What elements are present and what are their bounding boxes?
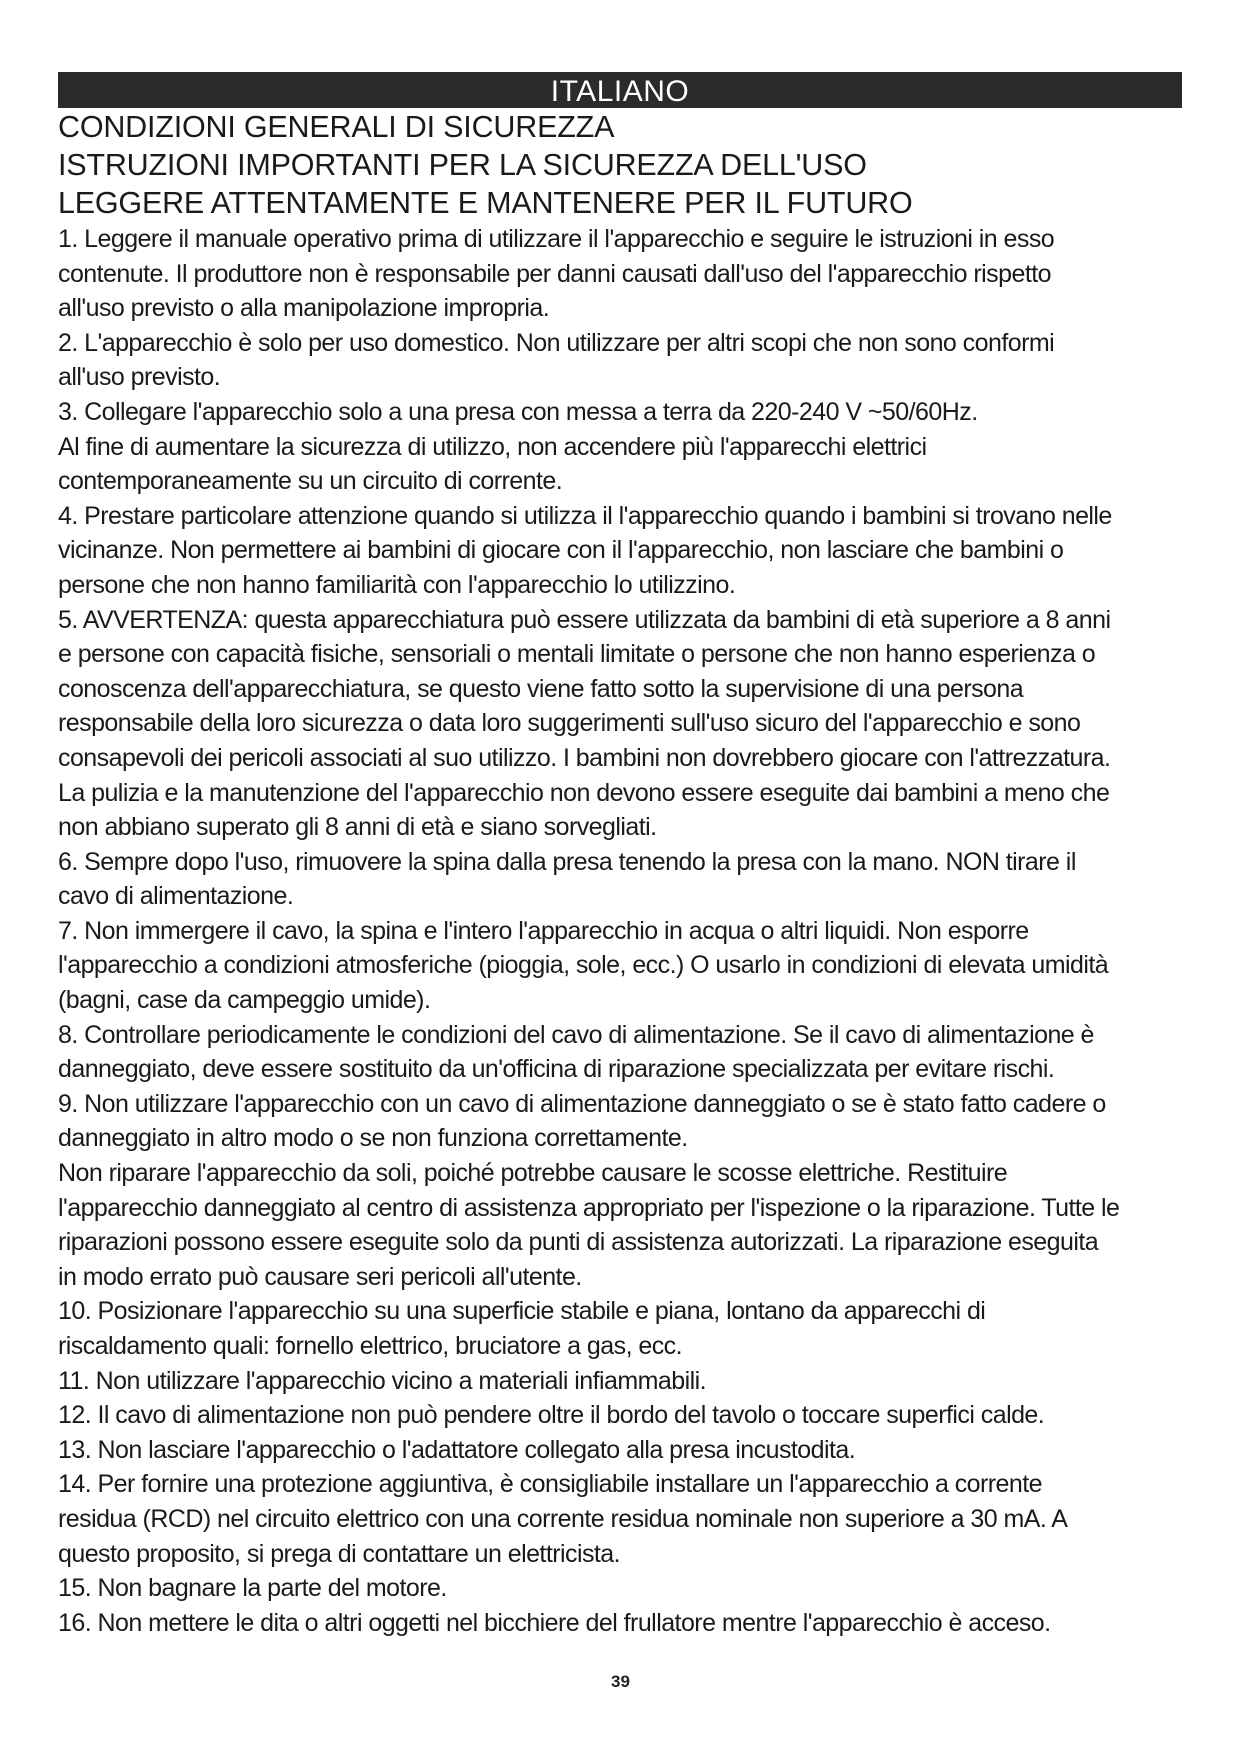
text-line: 7. Non immergere il cavo, la spina e l'intero l'apparecchio in acqua o altri liquidi. Non esporre xyxy=(58,916,1029,945)
text-line: contenute. Il produttore non è responsabile per danni causati dall'uso del l'apparecchio rispetto xyxy=(58,259,1051,288)
text-line: (bagni, case da campeggio umide). xyxy=(58,986,431,1015)
text-line: Non riparare l'apparecchio da soli, poiché potrebbe causare le scosse elettriche. Restituire xyxy=(58,1159,1008,1188)
text-line: 4. Prestare particolare attenzione quando si utilizza il l'apparecchio quando i bambini si trovano nelle xyxy=(58,501,1112,530)
section-headings xyxy=(58,108,1182,222)
text-line: 10. Posizionare l'apparecchio su una superficie stabile e piana, lontano da apparecchi di xyxy=(58,1297,986,1326)
text-line: 8. Controllare periodicamente le condizioni del cavo di alimentazione. Se il cavo di alimentazione è xyxy=(58,1020,1094,1049)
text-line: danneggiato in altro modo o se non funziona correttamente. xyxy=(58,1124,688,1153)
text-line: all'uso previsto. xyxy=(58,363,221,392)
text-line: cavo di alimentazione. xyxy=(58,882,294,911)
text-line: l'apparecchio a condizioni atmosferiche (pioggia, sole, ecc.) O usarlo in condizioni di elevata umidità xyxy=(58,951,1109,980)
text-line: residua (RCD) nel circuito elettrico con una corrente residua nominale non superiore a 30 mA. A xyxy=(58,1504,1068,1533)
text-line: l'apparecchio danneggiato al centro di assistenza appropriato per l'ispezione o la riparazione. Tutte le xyxy=(58,1193,1120,1222)
heading-general-safety: CONDIZIONI GENERALI DI SICUREZZA xyxy=(58,110,615,144)
text-line: contemporaneamente su un circuito di corrente. xyxy=(58,467,563,496)
text-line: in modo errato può causare seri pericoli all'utente. xyxy=(58,1262,582,1291)
text-line: 9. Non utilizzare l'apparecchio con un cavo di alimentazione danneggiato o se è stato fatto cadere o xyxy=(58,1089,1106,1118)
manual-page xyxy=(58,72,1182,1640)
text-line: riparazioni possono essere eseguite solo da punti di assistenza autorizzati. La riparazione eseguita xyxy=(58,1228,1099,1257)
text-line: non abbiano superato gli 8 anni di età e siano sorvegliati. xyxy=(58,813,657,842)
heading-read-carefully: LEGGERE ATTENTAMENTE E MANTENERE PER IL FUTURO xyxy=(58,186,913,220)
text-line: 12. Il cavo di alimentazione non può pendere oltre il bordo del tavolo o toccare superfici calde. xyxy=(58,1401,1045,1430)
text-line: conoscenza dell'apparecchiatura, se questo viene fatto sotto la supervisione di una persona xyxy=(58,674,1024,703)
text-line: 3. Collegare l'apparecchio solo a una presa con messa a terra da 220-240 V ~50/60Hz. xyxy=(58,397,978,426)
text-line: questo proposito, si prega di contattare un elettricista. xyxy=(58,1539,621,1568)
text-line: all'uso previsto o alla manipolazione impropria. xyxy=(58,294,550,323)
text-line: 15. Non bagnare la parte del motore. xyxy=(58,1574,447,1603)
text-line: 1. Leggere il manuale operativo prima di utilizzare il l'apparecchio e seguire le istruzioni in esso xyxy=(58,225,1055,253)
heading-important-instructions: ISTRUZIONI IMPORTANTI PER LA SICUREZZA DELL'USO xyxy=(58,148,867,182)
text-line: 5. AVVERTENZA: questa apparecchiatura può essere utilizzata da bambini di età superiore a 8 anni xyxy=(58,605,1111,634)
text-line: e persone con capacità fisiche, sensoriali o mentali limitate o persone che non hanno esperienza o xyxy=(58,640,1096,669)
text-line: danneggiato, deve essere sostituito da un'officina di riparazione specializzata per evitare rischi. xyxy=(58,1055,1055,1084)
text-line: 2. L'apparecchio è solo per uso domestico. Non utilizzare per altri scopi che non sono conformi xyxy=(58,328,1055,357)
text-line: Al fine di aumentare la sicurezza di utilizzo, non accendere più l'apparecchi elettrici xyxy=(58,432,927,461)
text-line: La pulizia e la manutenzione del l'apparecchio non devono essere eseguite dai bambini a meno che xyxy=(58,778,1110,807)
page-number: 39 xyxy=(611,1672,630,1691)
text-line: persone che non hanno familiarità con l'apparecchio lo utilizzino. xyxy=(58,570,736,599)
text-line: consapevoli dei pericoli associati al suo utilizzo. I bambini non dovrebbero giocare con l'attrezzatura. xyxy=(58,743,1111,772)
language-banner: ITALIANO xyxy=(58,72,1182,108)
text-line: 14. Per fornire una protezione aggiuntiva, è consigliabile installare un l'apparecchio a corrente xyxy=(58,1470,1043,1499)
text-line: vicinanze. Non permettere ai bambini di giocare con il l'apparecchio, non lasciare che bambini o xyxy=(58,536,1064,565)
text-line: responsabile della loro sicurezza o data loro suggerimenti sull'uso sicuro del l'apparecchio e sono xyxy=(58,709,1081,738)
text-line: 11. Non utilizzare l'apparecchio vicino a materiali infiammabili. xyxy=(58,1366,707,1395)
safety-instructions-text xyxy=(58,222,1182,1640)
text-line: 16. Non mettere le dita o altri oggetti nel bicchiere del frullatore mentre l'apparecchio è acceso. xyxy=(58,1608,1051,1637)
text-line: 6. Sempre dopo l'uso, rimuovere la spina dalla presa tenendo la presa con la mano. NON tirare il xyxy=(58,847,1076,876)
text-line: riscaldamento quali: fornello elettrico, bruciatore a gas, ecc. xyxy=(58,1332,683,1360)
text-line: 13. Non lasciare l'apparecchio o l'adattatore collegato alla presa incustodita. xyxy=(58,1435,856,1464)
